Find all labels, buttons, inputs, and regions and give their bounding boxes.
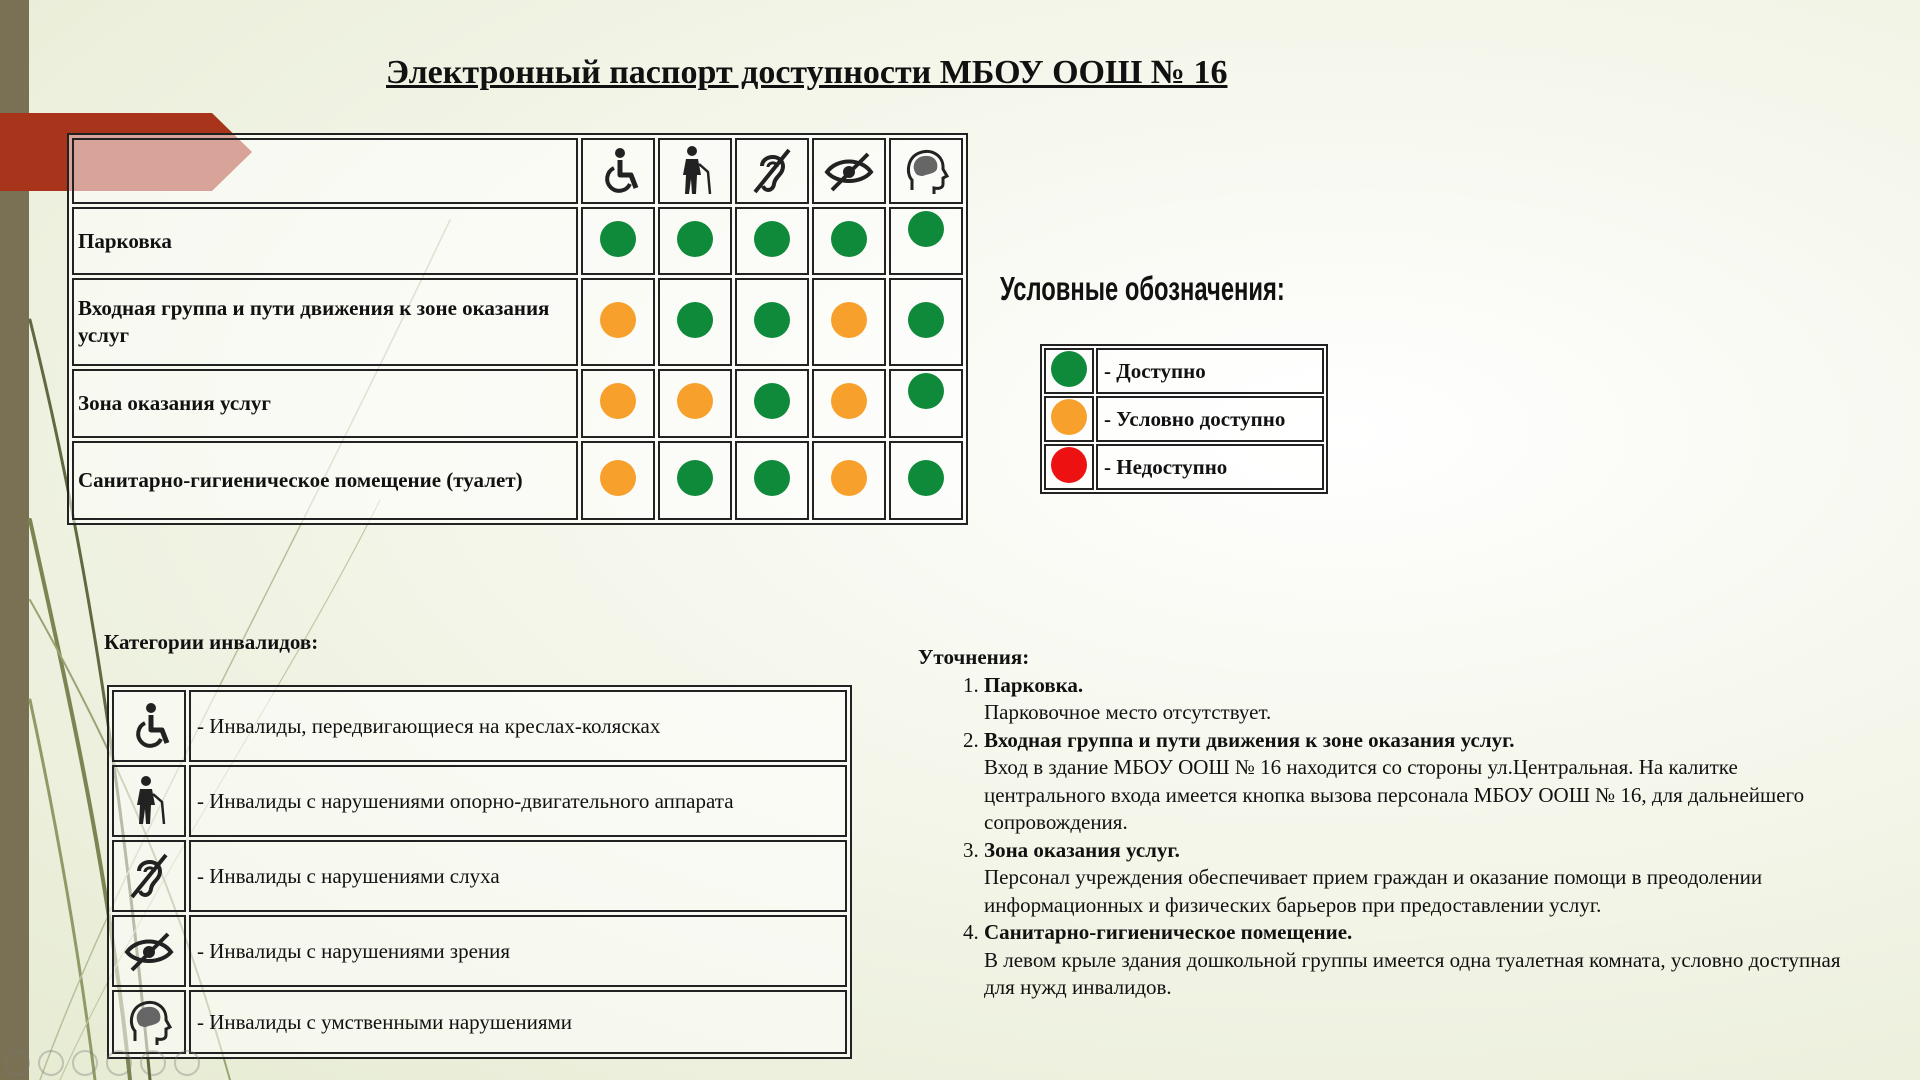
table-row [72, 278, 963, 366]
status-cell [812, 441, 886, 520]
hearing-impaired-icon [745, 144, 799, 198]
status-cell [735, 369, 809, 438]
legend-dot-red [1051, 447, 1087, 483]
status-cell [812, 207, 886, 275]
legend-row [1044, 444, 1324, 490]
table-row [72, 441, 963, 520]
status-cell [812, 369, 886, 438]
legend-table [1040, 344, 1328, 494]
legend-label: - Условно доступно [1096, 396, 1324, 442]
header-cell-vision [812, 138, 886, 204]
legend-label: - Недоступно [1096, 444, 1324, 490]
category-label: - Инвалиды с нарушениями слуха [189, 840, 847, 912]
note-text: Парковочное место отсутствует. [984, 700, 1272, 724]
table-header-row [72, 138, 963, 204]
status-cell [658, 441, 732, 520]
vision-impaired-icon [822, 144, 876, 198]
header-cell-hearing [735, 138, 809, 204]
category-icon-cell [112, 915, 186, 987]
slideshow-nav[interactable] [4, 1050, 200, 1076]
legend-title: Условные обозначения: [1000, 270, 1285, 307]
note-title: 3. Зона оказания услуг. [984, 837, 1180, 862]
category-row [112, 990, 847, 1054]
note-item [984, 919, 1858, 1002]
head-profile-icon [899, 144, 953, 198]
category-label: - Инвалиды с нарушениями опорно-двигательного аппарата [189, 765, 847, 837]
status-cell [735, 278, 809, 366]
note-title: 1. Парковка. [984, 672, 1084, 697]
notes-heading: Уточнения: [918, 645, 1030, 669]
status-dot-green [908, 211, 944, 247]
status-cell [658, 369, 732, 438]
prev-slide-icon[interactable] [4, 1050, 30, 1076]
legend-swatch-cell [1044, 396, 1094, 442]
status-dot-orange [831, 460, 867, 496]
status-dot-orange [677, 383, 713, 419]
status-cell [889, 441, 963, 520]
note-item [984, 837, 1858, 920]
status-dot-orange [600, 302, 636, 338]
cane-walker-icon [668, 144, 722, 198]
status-dot-green [831, 221, 867, 257]
table-row [72, 369, 963, 438]
category-label: - Инвалиды с умственными нарушениями [189, 990, 847, 1054]
accessibility-table [67, 133, 968, 525]
header-cell-cane [658, 138, 732, 204]
status-dot-green [677, 302, 713, 338]
head-profile-icon [122, 995, 176, 1049]
note-title: 2. Входная группа и пути движения к зоне оказания услуг. [984, 727, 1515, 752]
status-cell [889, 369, 963, 438]
next-slide-icon[interactable] [38, 1050, 64, 1076]
legend-row [1044, 348, 1324, 394]
slides-grid-icon[interactable] [106, 1050, 132, 1076]
status-dot-green [754, 302, 790, 338]
status-dot-green [754, 460, 790, 496]
category-row [112, 690, 847, 762]
status-dot-green [600, 221, 636, 257]
status-cell [581, 278, 655, 366]
status-cell [812, 278, 886, 366]
status-cell [889, 207, 963, 275]
note-title: 4. Санитарно-гигиеническое помещение. [984, 920, 1353, 944]
more-options-icon[interactable] [174, 1050, 200, 1076]
vision-impaired-icon [122, 924, 176, 978]
status-cell [581, 441, 655, 520]
category-row [112, 915, 847, 987]
note-text: В левом крыле здания дошкольной группы имеется одна туалетная комната, условно доступная для нужд инвалидов. [984, 947, 1841, 999]
pen-icon[interactable] [72, 1050, 98, 1076]
category-label: - Инвалиды, передвигающиеся на креслах-колясках [189, 690, 847, 762]
category-icon-cell [112, 690, 186, 762]
notes-section [918, 644, 1858, 1002]
wheelchair-icon [122, 699, 176, 753]
status-dot-green [677, 460, 713, 496]
status-dot-orange [600, 383, 636, 419]
category-icon-cell [112, 840, 186, 912]
status-cell [889, 278, 963, 366]
categories-table [107, 685, 852, 1059]
categories-title: Категории инвалидов: [104, 630, 319, 654]
table-row [72, 207, 963, 275]
wheelchair-icon [591, 144, 645, 198]
legend-dot-orange [1051, 399, 1087, 435]
hearing-impaired-icon [122, 849, 176, 903]
header-cell-wheelchair [581, 138, 655, 204]
legend-dot-green [1051, 351, 1087, 387]
legend-row [1044, 396, 1324, 442]
status-dot-orange [831, 383, 867, 419]
note-text: Персонал учреждения обеспечивает прием граждан и оказание помощи в преодолении информационных и физических барьеров при предоставлении услуг. [984, 865, 1763, 917]
legend-label: - Доступно [1096, 348, 1324, 394]
cane-walker-icon [122, 774, 176, 828]
note-item [984, 672, 1858, 727]
row-label: Зона оказания услуг [72, 369, 578, 438]
header-empty-cell [72, 138, 578, 204]
category-icon-cell [112, 765, 186, 837]
status-cell [735, 441, 809, 520]
status-cell [658, 278, 732, 366]
status-cell [658, 207, 732, 275]
legend-swatch-cell [1044, 348, 1094, 394]
notes-list [918, 672, 1858, 1002]
status-dot-green [677, 221, 713, 257]
status-dot-green [908, 373, 944, 409]
category-row [112, 840, 847, 912]
zoom-icon[interactable] [140, 1050, 166, 1076]
status-cell [581, 207, 655, 275]
header-cell-mental [889, 138, 963, 204]
status-dot-orange [600, 460, 636, 496]
status-dot-green [908, 460, 944, 496]
status-dot-green [754, 383, 790, 419]
status-dot-green [908, 302, 944, 338]
note-text: Вход в здание МБОУ ООШ № 16 находится со стороны ул.Центральная. На калитке центрального входа имеется кнопка вызова персонала МБОУ ООШ № 16, для дальнейшего сопровождения. [984, 755, 1805, 834]
category-icon-cell [112, 990, 186, 1054]
status-cell [581, 369, 655, 438]
category-row [112, 765, 847, 837]
status-dot-orange [831, 302, 867, 338]
row-label: Санитарно-гигиеническое помещение (туалет) [72, 441, 578, 520]
note-item [984, 727, 1858, 837]
row-label: Входная группа и пути движения к зоне оказания услуг [72, 278, 578, 366]
category-label: - Инвалиды с нарушениями зрения [189, 915, 847, 987]
status-cell [735, 207, 809, 275]
page-title: Электронный паспорт доступности МБОУ ООШ № 16 [386, 54, 1228, 91]
status-dot-green [754, 221, 790, 257]
legend-swatch-cell [1044, 444, 1094, 490]
row-label: Парковка [72, 207, 578, 275]
